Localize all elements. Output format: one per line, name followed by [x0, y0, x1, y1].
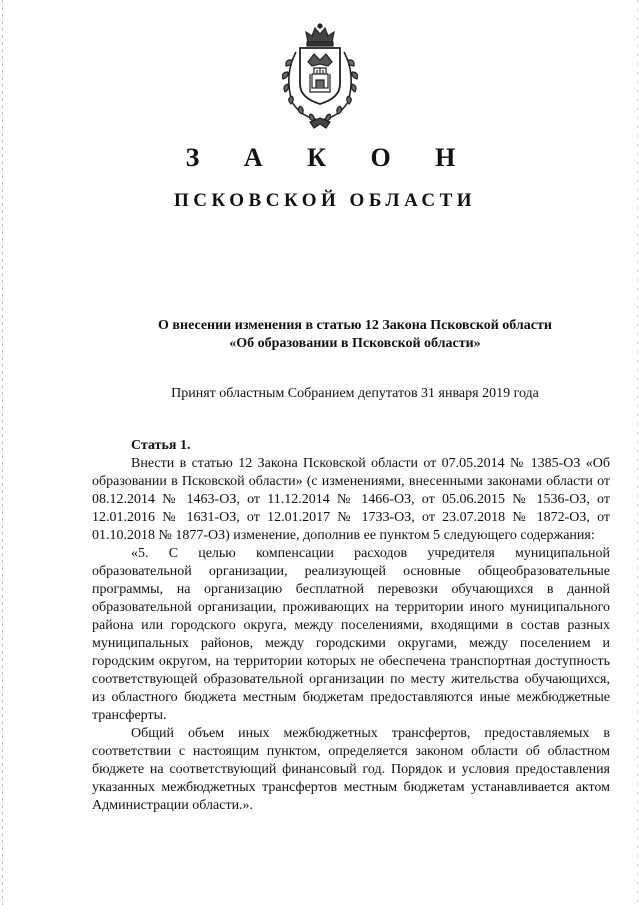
law-heading-line-2: «Об образовании в Псковской области»: [229, 336, 481, 351]
law-title: З А К О Н: [185, 143, 475, 172]
scan-edge-left: [2, 0, 3, 905]
article-title: Статья 1.: [131, 438, 191, 453]
coat-of-arms-icon: [270, 22, 370, 130]
adoption-note: Принят областным Собранием депутатов 31 января 2019 года: [171, 386, 539, 401]
scan-edge-right: [637, 0, 638, 905]
law-heading: [0, 317, 640, 353]
paragraph-amendment: Внести в статью 12 Закона Псковской области от 07.05.2014 № 1385-ОЗ «Об образовании в Псковской области» (с изменениями, внесенными законами области от 08.12.2014 № 1463-ОЗ, от 11.12.2014 № 1466-ОЗ, от 05.06.2015 № 1536-ОЗ, от 12.01.2016 № 1631-ОЗ, от 12.01.2017 № 1733-ОЗ, от 23.07.2018 № 1872-ОЗ, от 01.10.2018 № 1877-ОЗ) изменение, дополнив ее пунктом 5 следующего содержания:: [92, 456, 610, 543]
law-heading-line-1: О внесении изменения в статью 12 Закона Псковской области: [158, 318, 552, 333]
region-title: ПСКОВСКОЙ ОБЛАСТИ: [173, 190, 477, 211]
article-body: [92, 455, 610, 815]
paragraph-transfer-volume: Общий объем иных межбюджетных трансфертов, предоставляемых в соответствии с настоящим пунктом, определяется законом области об областном бюджете на соответствующий финансовый год. Порядок и условия предоставления указанных межбюджетных трансфертов местным бюджетам устанавливается актом Администрации области.».: [92, 726, 610, 813]
paragraph-point-5: «5. С целью компенсации расходов учредителя муниципальной образовательной организации, реализующей основные общеобразовательные программы, на организацию бесплатной перевозки обучающихся в данной образовательной организации, проживающих на территории иного муниципального района или городского округа, между поселениями, входящими в состав разных муниципальных районов, между городскими округами, между поселением и городским округом, на территории которых не обеспечена транспортная доступность соответствующей образовательной организации по месту жительства обучающихся, из областного бюджета местным бюджетам предоставляются иные межбюджетные трансферты.: [92, 546, 610, 723]
